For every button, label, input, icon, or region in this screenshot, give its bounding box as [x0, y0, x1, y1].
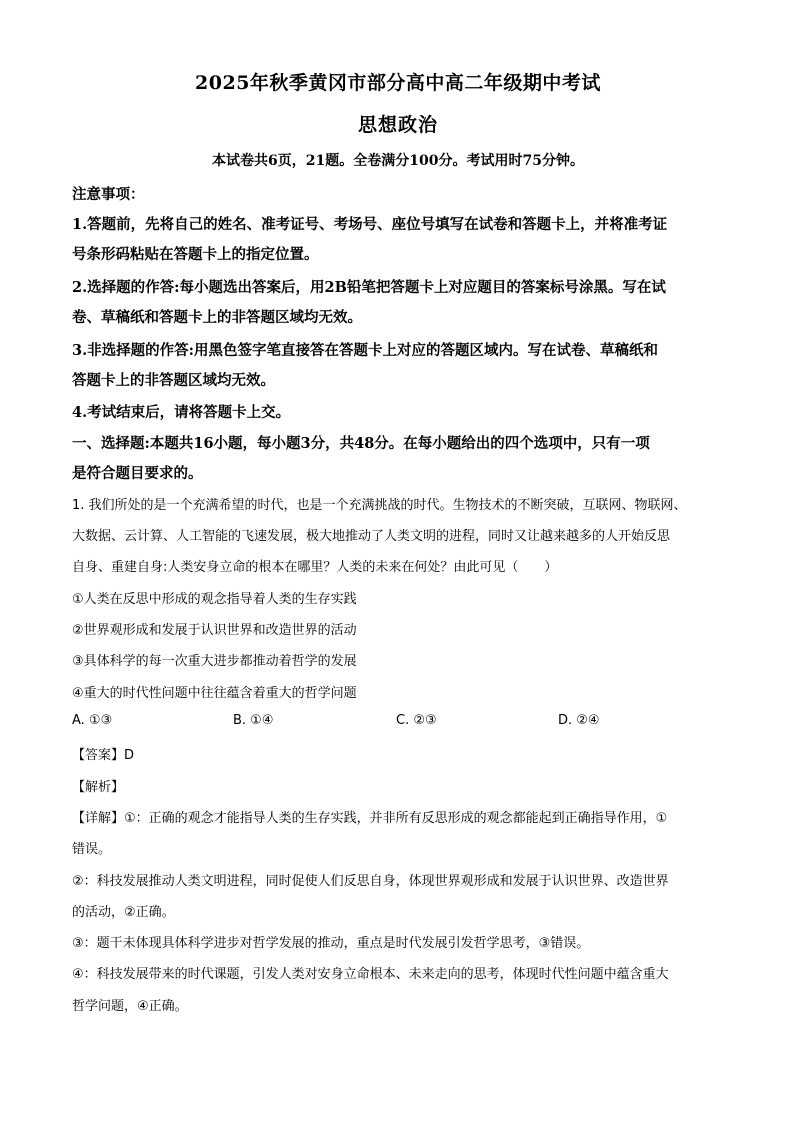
notice-item-2-line-1: 2.选择题的作答:每小题选出答案后，用2B铅笔把答题卡上对应题目的答案标号涂黑。写在试	[72, 279, 666, 296]
answer-value: D	[124, 748, 135, 763]
notice-item-2-line-2: 卷、草稿纸和答题卡上的非答题区域均无效。	[72, 309, 362, 326]
section-1-heading-line-1: 一、选择题:本题共16小题，每小题3分，共48分。在每小题给出的四个选项中，只有一项	[72, 435, 650, 452]
question-1-stem-line-1: 1. 我们所处的是一个充满希望的时代，也是一个充满挑战的时代。生物技术的不断突破，互联网、物联网、	[72, 498, 687, 513]
detail-1-text: ①：正确的观念才能指导人类的生存实践，并非所有反思形成的观念都能起到正确指导作用，①	[124, 811, 668, 826]
detail-4-line-2: 哲学问题，④正确。	[72, 999, 188, 1014]
option-c[interactable]: C. ②③	[396, 713, 437, 728]
detail-tag: 【详解】	[72, 811, 125, 826]
statement-2: ②世界观形成和发展于认识世界和改造世界的活动	[72, 623, 357, 638]
option-a[interactable]: A. ①③	[72, 713, 113, 728]
statement-4: ④重大的时代性问题中往往蕴含着重大的哲学问题	[72, 686, 357, 701]
question-1-options	[72, 713, 724, 733]
section-1-heading-line-2: 是符合题目要求的。	[72, 465, 203, 482]
detail-2-line-2: 的活动，②正确。	[72, 905, 175, 920]
notice-item-4: 4.考试结束后，请将答题卡上交。	[72, 404, 291, 421]
detail-4-line-1: ④：科技发展带来的时代课题，引发人类对安身立命根本、未来走向的思考，体现时代性问题中蕴含重大	[72, 967, 669, 982]
analysis-tag: 【解析】	[72, 780, 125, 795]
exam-info: 本试卷共6页，21题。全卷满分100分。考试用时75分钟。	[212, 153, 584, 169]
exam-title: 2025年秋季黄冈市部分高中高二年级期中考试	[195, 72, 601, 94]
subject-title: 思想政治	[357, 114, 438, 136]
question-1-stem-line-3: 自身、重建自身:人类安身立命的根本在哪里？人类的未来在何处？由此可见（ ）	[72, 560, 558, 575]
statement-1: ①人类在反思中形成的观念指导着人类的生存实践	[72, 592, 357, 607]
notice-item-1-line-2: 号条形码粘贴在答题卡上的指定位置。	[72, 246, 319, 263]
notice-item-3-line-2: 答题卡上的非答题区域均无效。	[72, 372, 275, 389]
statement-3: ③具体科学的每一次重大进步都推动着哲学的发展	[72, 654, 357, 669]
detail-2-line-1: ②：科技发展推动人类文明进程，同时促使人们反思自身，体现世界观形成和发展于认识世界、改造世界	[72, 874, 669, 889]
detail-1-line-2: 错误。	[72, 842, 112, 857]
answer-line	[72, 744, 134, 763]
option-b[interactable]: B. ①④	[233, 713, 274, 728]
notice-item-1-line-1: 1.答题前，先将自己的姓名、准考证号、考场号、座位号填写在试卷和答题卡上，并将准考证	[72, 216, 668, 233]
detail-3-line-1: ③：题干未体现具体科学进步对哲学发展的推动，重点是时代发展引发哲学思考，③错误。	[72, 936, 590, 951]
answer-tag: 【答案】	[72, 748, 125, 763]
notice-item-3-line-1: 3.非选择题的作答:用黑色签字笔直接答在答题卡上对应的答题区域内。写在试卷、草稿纸和	[72, 342, 658, 359]
option-d[interactable]: D. ②④	[558, 713, 600, 728]
detail-1-line-1	[72, 807, 667, 826]
notice-heading: 注意事项：	[72, 186, 145, 203]
question-1-stem-line-2: 大数据、云计算、人工智能的飞速发展，极大地推动了人类文明的进程，同时又让越来越多的人开始反思	[72, 529, 671, 544]
